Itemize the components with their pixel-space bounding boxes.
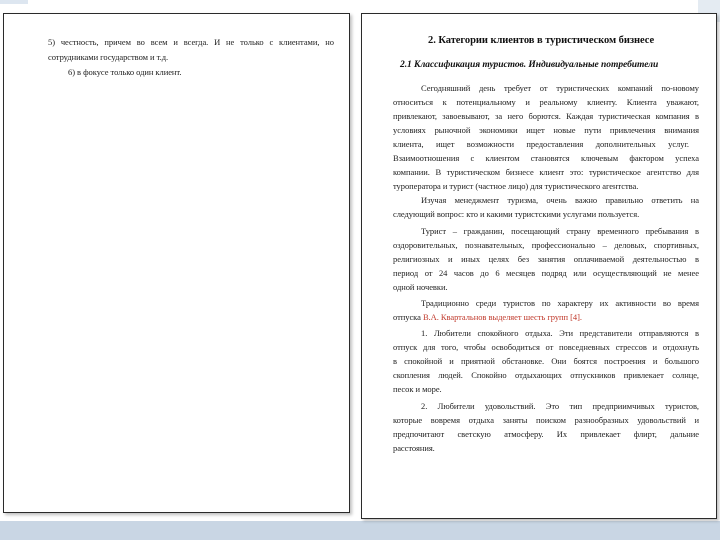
text-line: 2. Любители удовольствий. Это тип предприимчивых туристов, <box>421 401 699 411</box>
text-line: песок и море. <box>393 384 442 394</box>
text-line: сотрудниками государством и т.д. <box>48 52 169 62</box>
slide-bottom-band <box>0 521 720 540</box>
text-line: относиться к потенциальному и реальному клиенту. Клиента уважают, <box>393 97 699 107</box>
text-line: условиях рыночной экономики ищет новые пути привлечения внимания <box>393 125 699 135</box>
text-line: 5) честность, причем во всем и всегда. И не только с клиентами, но <box>48 37 334 47</box>
text-line: клиента, ищет возможности предоставления дополнительных услуг. <box>393 139 689 149</box>
text-line: скопления людей. Спокойно отдыхающих отпускников привлекает солнце, <box>393 370 699 380</box>
text-line: предпочитают светскую атмосферу. Их привлекает флирт, дальние <box>393 429 699 439</box>
text-line: религиозных и иных целях без занятия оплачиваемой деятельностью в <box>393 254 699 264</box>
text-line: отпуск для того, чтобы освободиться от повседневных стрессов и отдохнуть <box>393 342 699 352</box>
text-line-prefix: отпуска <box>393 312 423 322</box>
text-line: расстояния. <box>393 443 435 453</box>
text-line: период от 24 часов до 6 месяцев подряд или осуществляющий не менее <box>393 268 699 278</box>
section-heading: 2. Категории клиентов в туристическом бизнесе <box>428 35 655 46</box>
text-line: которые вовремя отдыха заняты поиском разнообразных удовольствий и <box>393 415 699 425</box>
text-line <box>393 311 582 323</box>
text-line: в спокойной и приятной обстановке. Они боятся построения и большого <box>393 356 699 366</box>
text-line: 1. Любители спокойного отдыха. Эти представители отправляются в <box>421 328 699 338</box>
text-line: Традиционно среди туристов по характеру их активности во время <box>421 298 699 308</box>
text-line: следующий вопрос: кто и какими туристскими услугами пользуется. <box>393 209 640 219</box>
text-line: туроператора и турист (частное лицо) для туристического агентства. <box>393 181 639 191</box>
document-page-left <box>3 13 350 513</box>
citation-highlight: В.А. Квартальнов выделяет шесть групп [4]. <box>422 312 582 322</box>
text-line: компании. В туристическом бизнесе клиент это: туристическое агентство для <box>393 167 699 177</box>
text-line: Взаимоотношения с клиентом становятся ключевым фактором успеха <box>393 153 699 163</box>
text-line: Турист – гражданин, посещающий страну временного пребывания в <box>421 226 699 236</box>
document-page-right <box>361 13 717 519</box>
subsection-heading: 2.1 Классификация туристов. Индивидуальные потребители <box>400 60 659 70</box>
text-line: Изучая менеджмент туризма, очень важно правильно ответить на <box>421 195 699 205</box>
text-line: Сегодняшний день требует от туристических компаний по-новому <box>421 83 699 93</box>
text-line: одной ночевки. <box>393 282 448 292</box>
slide-decoration-top-left <box>0 0 28 4</box>
text-line: привлекают, завоевывают, за него борются. Каждая туристическая компания в <box>393 111 699 121</box>
text-line: 6) в фокусе только один клиент. <box>68 67 182 77</box>
text-line: оздоровительных, познавательных, профессионально – деловых, спортивных, <box>393 240 699 250</box>
